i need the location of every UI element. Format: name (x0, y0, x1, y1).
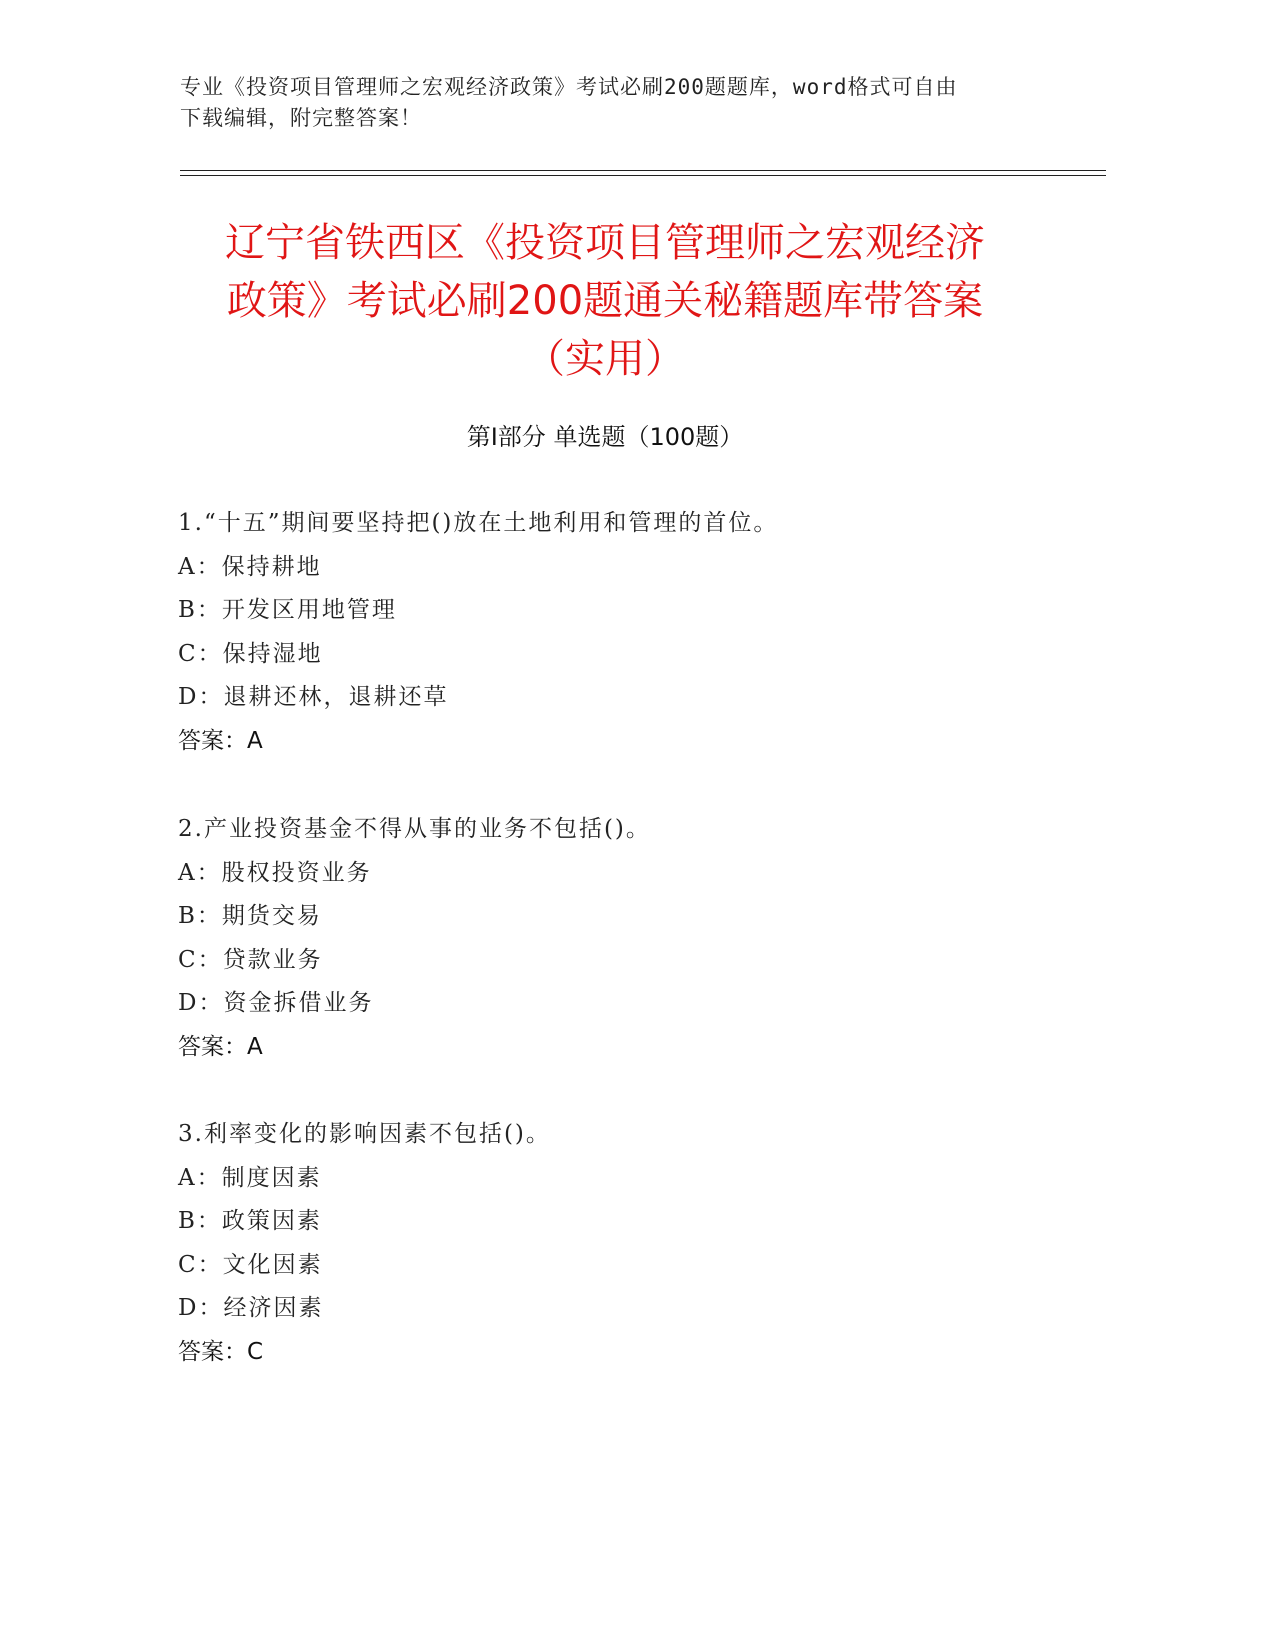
option-b: B：期货交易 (178, 903, 322, 929)
document-title (170, 214, 1040, 388)
answer: 答案：C (178, 1338, 264, 1365)
option-b: B：政策因素 (178, 1208, 322, 1234)
header-divider-top (180, 170, 1106, 171)
question-stem: 3.利率变化的影响因素不包括()。 (178, 1121, 551, 1147)
answer: 答案：A (178, 727, 263, 754)
answer: 答案：A (178, 1033, 263, 1060)
option-a: A：股权投资业务 (178, 859, 372, 886)
option-b: B：开发区用地管理 (178, 597, 397, 623)
option-a: A：制度因素 (178, 1164, 322, 1191)
option-d: D：退耕还林，退耕还草 (178, 684, 449, 710)
option-d: D：经济因素 (178, 1295, 324, 1321)
document-title-line-3: （实用） (525, 336, 685, 382)
option-c: C：保持湿地 (178, 640, 323, 667)
question-3 (178, 1119, 1078, 1380)
question-stem: 2.产业投资基金不得从事的业务不包括()。 (178, 816, 651, 842)
question-1 (178, 508, 1078, 769)
option-c: C：文化因素 (178, 1251, 323, 1278)
option-d: D：资金拆借业务 (178, 990, 374, 1016)
option-c: C：贷款业务 (178, 946, 323, 973)
header-note-line-1: 专业《投资项目管理师之宏观经济政策》考试必刷200题题库，word格式可自由 (180, 75, 958, 99)
document-title-line-1: 辽宁省铁西区《投资项目管理师之宏观经济 (225, 220, 985, 266)
header-divider-bottom (180, 175, 1106, 176)
document-title-line-2: 政策》考试必刷200题通关秘籍题库带答案 (226, 278, 984, 324)
section-title: 第Ⅰ部分 单选题（100题） (466, 423, 744, 451)
option-a: A：保持耕地 (178, 553, 322, 580)
header-note (180, 72, 1040, 134)
question-2 (178, 814, 1078, 1075)
header-note-line-2: 下载编辑，附完整答案！ (180, 106, 422, 130)
question-stem: 1.“十五”期间要坚持把()放在土地利用和管理的首位。 (178, 510, 779, 536)
